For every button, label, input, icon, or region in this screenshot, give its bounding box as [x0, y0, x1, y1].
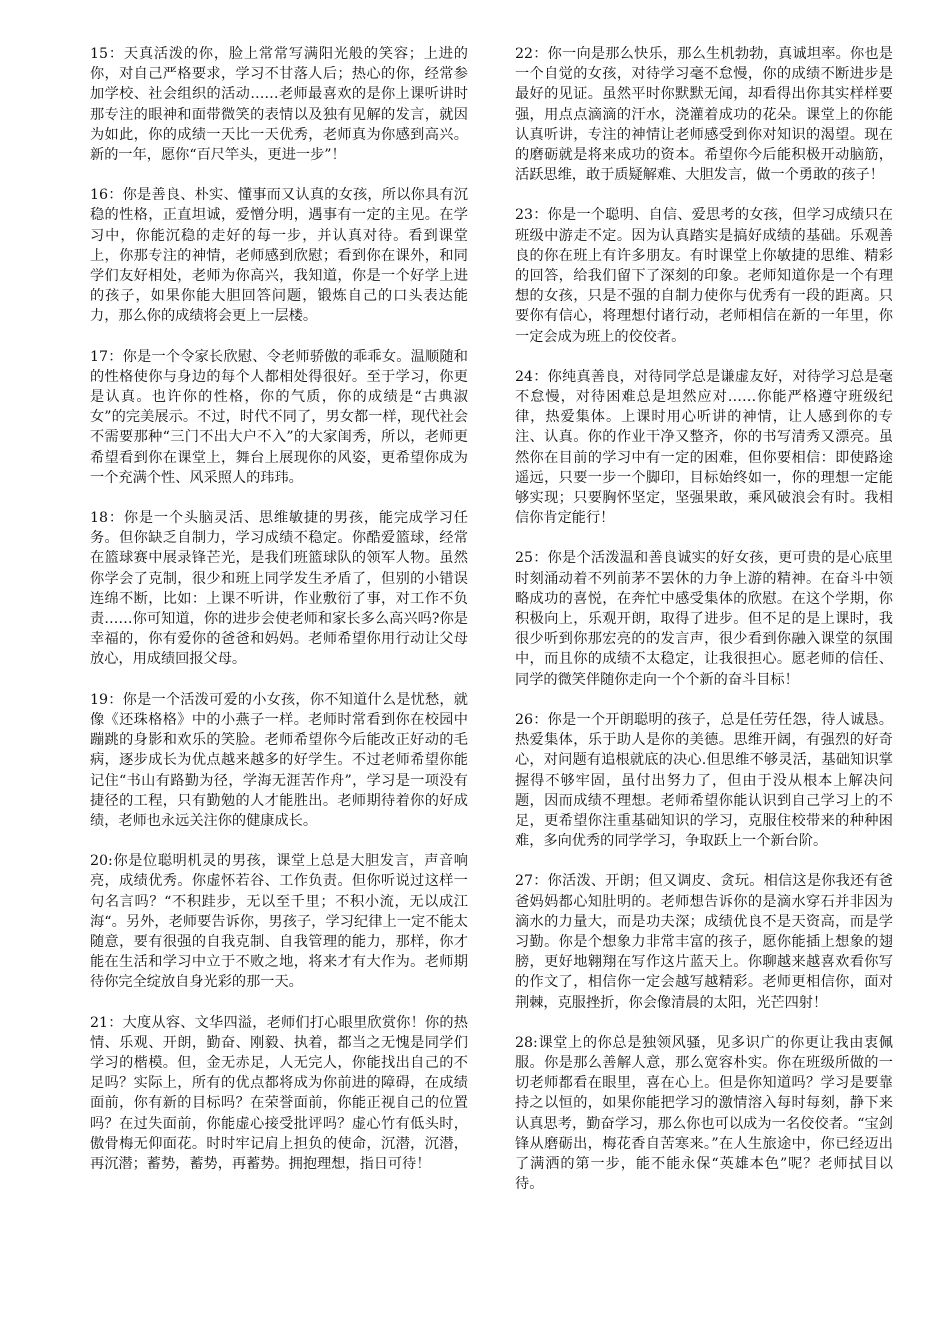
comment-25: 25：你是个活泼温和善良诚实的好女孩，更可贵的是心底里时刻涌动着不列前茅不罢休的力争上游的精神。在奋斗中领略成功的喜悦，在奔忙中感受集体的欣慰。在这个学期，你积极向上，乐观开朗，取得了进步。但不足的是上课时，我很少听到你那宏亮的的发言声，很少看到你融入课堂的氛围中，而且你的成绩不太稳定，让我很担心。愿老师的信任、同学的微笑伴随你走向一个个新的奋斗目标！: [515, 550, 893, 688]
comment-20: 20:你是位聪明机灵的男孩，课堂上总是大胆发言，声音响亮，成绩优秀。你虚怀若谷、工作负责。但你听说过这样一句名言吗？“不积跬步，无以至千里；不积小流，无以成江海“。另外，老师要告诉你，男孩子，学习纪律上一定不能太随意，要有很强的自我克制、自我管理的能力，那样，你才能在生活和学习中立于不败之地，将来才有大作为。老师期待你完全绽放自身光彩的那一天。: [90, 853, 468, 991]
comment-24: 24：你纯真善良，对待同学总是谦虚友好，对待学习总是毫不怠慢，对待困难总是坦然应对……你能严格遵守班级纪律，热爱集体。上课时用心听讲的神情，让人感到你的专注、认真。你的作业干净又整齐，你的书写清秀又漂亮。虽然你在目前的学习中有一定的困难，但你要相信：即使路途遥远，只要一步一个脚印，目标始终如一，你的理想一定能够实现；只要胸怀坚定，坚强果敢，乘风破浪会有时。我相信你肯定能行！: [515, 368, 893, 527]
comment-27: 27：你活泼、开朗；但又调皮、贪玩。相信这是你我还有爸爸妈妈都心知肚明的。老师想告诉你的是滴水穿石并非因为滴水的力量大，而是功夫深；成绩优良不是天资高，而是学习勤。你是个想象力非常丰富的孩子，愿你能插上想象的翅膀，更好地翱翔在写作这片蓝天上。你聊越来越喜欢看你写的作文了，相信你一定会越写越精彩。老师更相信你，面对荆棘，克服挫折，你会像清晨的太阳，光芒四射！: [515, 873, 893, 1011]
comment-19: 19：你是一个活泼可爱的小女孩，你不知道什么是忧愁，就像《还珠格格》中的小燕子一样。老师时常看到你在校园中蹦跳的身影和欢乐的笑脸。老师希望你今后能改正好动的毛病，逐步成长为优点越来越多的好学生。不过老师希望你能记住“书山有路勤为径，学海无涯苦作舟”，学习是一项没有捷径的工程，只有勤勉的人才能胜出。老师期待着你的好成绩，老师也永远关注你的健康成长。: [90, 691, 468, 829]
comment-26: 26：你是一个开朗聪明的孩子，总是任劳任怨，待人诚恳。热爱集体，乐于助人是你的美德。思维开阔，有强烈的好奇心，对问题有追根就底的决心.但思维不够灵活，基础知识掌握得不够牢固，虽付出努力了，但由于没从根本上解决问题，因而成绩不理想。老师希望你能认识到自己学习上的不足，更希望你注重基础知识的学习，克服住校带来的种种困难，多向优秀的同学学习，争取跃上一个新台阶。: [515, 711, 893, 850]
comment-28: 28:课堂上的你总是独领风骚，见多识广的你更让我由衷佩服。你是那么善解人意，那么宽容朴实。你在班级所做的一切老师都看在眼里，喜在心上。但是你知道吗？学习是要靠持之以恒的，如果你能把学习的激情溶入每时每刻，静下来认真思考，勤奋学习，那么你也可以成为一名佼佼者。“宝剑锋从磨砺出，梅花香自苦寒来。”在人生旅途中，你已经迈出了满洒的第一步，能不能永保“英雄本色”呢？老师拭目以待。: [515, 1034, 893, 1193]
comment-17: 17：你是一个令家长欣慰、令老师骄傲的乖乖女。温顺随和的性格使你与身边的每个人都相处得很好。至于学习，你更是认真。也许你的性格，你的气质，你的成绩是“古典淑女”的完美展示。不过，时代不同了，男女都一样，现代社会不需要那种“三门不出大户不入”的大家闺秀，所以，老师更希望看到你在课堂上，舞台上展现你的风姿，更希望你成为一个充满个性、风采照人的玮玮。: [90, 348, 468, 486]
comment-18: 18：你是一个头脑灵活、思维敏捷的男孩，能完成学习任务。但你缺乏自制力，学习成绩不稳定。你酷爱篮球，经常在篮球赛中展录锋芒光，是我们班篮球队的领军人物。虽然你学会了克制，很少和班上同学发生矛盾了，但别的小错误连绵不断，比如：上课不听讲，作业敷衍了事，对工作不负责……你可知道，你的进步会使老师和家长多么高兴吗?你是幸福的，你有爱你的爸爸和妈妈。老师希望你用行动让父母放心，用成绩回报父母。: [90, 510, 468, 668]
comment-23: 23：你是一个聪明、自信、爱思考的女孩，但学习成绩只在班级中游走不定。因为认真踏实是搞好成绩的基础。乐观善良的你在班上有许多朋友。有时课堂上你敏捷的思维、精彩的回答，给我们留下了深刻的印象。老师知道你是一个有理想的女孩，只是不强的自制力使你与优秀有一段的距离。只要你有信心，将理想付诸行动，老师相信在新的一年里，你一定会成为班上的佼佼者。: [515, 207, 893, 345]
comment-22: 22：你一向是那么快乐，那么生机勃勃，真诚坦率。你也是一个自觉的女孩，对待学习毫不怠慢，你的成绩不断进步是最好的见证。虽然平时你默默无闻，却看得出你其实样样要强，用点点滴滴的汗水，浇灌着成功的花朵。课堂上的你能认真听讲，专注的神情让老师感受到你对知识的渴望。现在的磨砺就是将来成功的资本。希望你今后能积极开动脑筋，活跃思维，敢于质疑解难、大胆发言，做一个勇敢的孩子！: [515, 46, 893, 184]
comment-16: 16：你是善良、朴实、懂事而又认真的女孩，所以你具有沉稳的性格，正直坦诚，爱憎分明，遇事有一定的主见。在学习中，你能沉稳的走好的每一步，并认真对待。看到课堂上，你那专注的神情，老师感到欣慰；看到你在课外，和同学们友好相处，老师为你高兴，我知道，你是一个好学上进的孩子，如果你能大胆回答问题，锻炼自己的口头表达能力，那么你的成绩将会更上一层楼。: [90, 187, 468, 325]
right-column: [515, 44, 893, 1214]
left-column: [90, 44, 468, 1194]
comment-15: 15：天真活泼的你，脸上常常写满阳光般的笑容；上进的你，对自己严格要求，学习不甘落人后；热心的你，经常参加学校、社会组织的活动……老师最喜欢的是你上课听讲时那专注的眼神和面带微笑的表情以及独有见解的发言，就因为如此，你的成绩一天比一天优秀，老师真为你感到高兴。新的一年，愿你“百尺竿头，更进一步”！: [90, 46, 468, 164]
comment-21: 21：大度从容、文华四溢，老师们打心眼里欣赏你！你的热情、乐观、开朗，勤奋、刚毅、执着，都当之无愧是同学们学习的楷模。但，金无赤足，人无完人，你能找出自己的不足吗？实际上，所有的优点都将成为你前进的障碍，在成绩面前，你有新的目标吗？在荣誉面前，你能正视自己的位置吗？在过失面前，你能虚心接受批评吗？虚心竹有低头时，傲骨梅无仰面花。时时牢记肩上担负的使命，沉潜，沉潜，再沉潜；蓄势，蓄势，再蓄势。拥抱理想，指日可待！: [90, 1014, 468, 1172]
